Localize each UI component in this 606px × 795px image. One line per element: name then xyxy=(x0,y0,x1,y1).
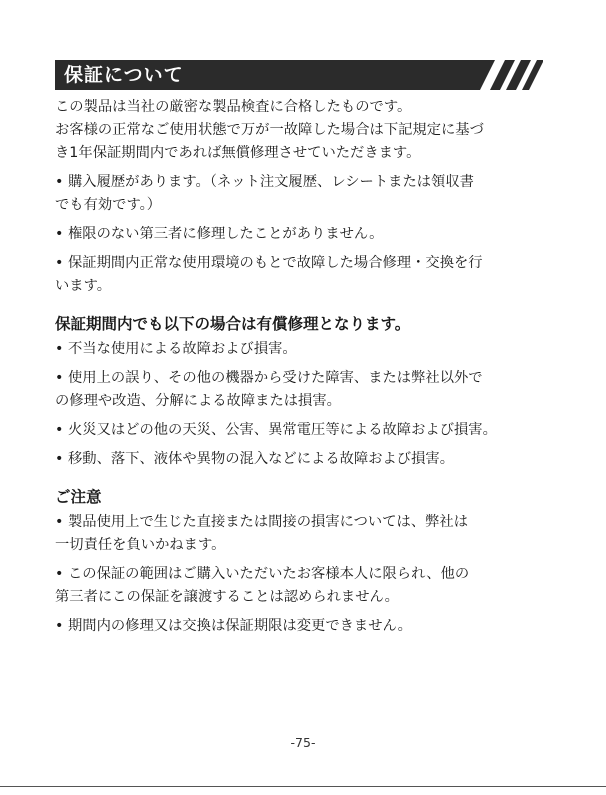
list-item xyxy=(55,338,555,361)
warranty-content xyxy=(55,96,555,644)
paid-repair-list xyxy=(55,338,555,471)
list-item-line: の修理や改造、分解による故障または損害。 xyxy=(55,393,341,409)
list-item-line: • 火災又はどの他の天災、公害、異常電圧等による故障および損害。 xyxy=(55,422,497,438)
list-item-line: • 製品使用上で生じた直接または間接の損害については、弊社は xyxy=(55,514,469,530)
list-item-line: • 権限のない第三者に修理したことがありません。 xyxy=(55,226,384,242)
list-item-line: 一切責任を負いかねます。 xyxy=(55,537,226,553)
list-item-line: 第三者にこの保証を譲渡することは認められません。 xyxy=(55,589,399,605)
list-item xyxy=(55,252,555,298)
intro-line: お客様の正常なご使用状態で万が一故障した場合は下記規定に基づ xyxy=(55,122,484,138)
list-item xyxy=(55,419,555,442)
intro-paragraph xyxy=(55,96,555,165)
list-item xyxy=(55,171,555,217)
list-item-line: います。 xyxy=(55,278,112,294)
list-item-line: • 購入履歴があります。（ネット注文履歴、レシートまたは領収書 xyxy=(55,174,474,190)
list-item-line: • 不当な使用による故障および損害。 xyxy=(55,341,297,357)
notes-heading: ご注意 xyxy=(55,488,102,506)
page-title: 保証について xyxy=(64,64,184,86)
list-item xyxy=(55,563,555,609)
section-header-bar xyxy=(55,60,543,90)
list-item xyxy=(55,615,555,638)
list-item-line: • 使用上の誤り、その他の機器から受けた障害、または弊社以外で xyxy=(55,370,483,386)
warranty-conditions-list xyxy=(55,171,555,298)
list-item xyxy=(55,367,555,413)
intro-line: き1年保証期間内であれば無償修理させていただきます。 xyxy=(55,145,421,161)
list-item-line: • この保証の範囲はご購入いただいたお客様本人に限られ、他の xyxy=(55,566,470,582)
list-item xyxy=(55,511,555,557)
list-item-line: • 保証期間内正常な使用環境のもとで故障した場合修理・交換を行 xyxy=(55,255,483,271)
paid-repair-heading: 保証期間内でも以下の場合は有償修理となります。 xyxy=(55,315,411,333)
list-item-line: • 移動、落下、液体や異物の混入などによる故障および損害。 xyxy=(55,451,454,467)
intro-line: この製品は当社の厳密な製品検査に合格したものです。 xyxy=(55,99,412,115)
bottom-divider xyxy=(0,786,606,787)
page-number: -75- xyxy=(290,735,316,750)
list-item xyxy=(55,448,555,471)
notes-list xyxy=(55,511,555,638)
list-item-line: • 期間内の修理又は交換は保証期限は変更できません。 xyxy=(55,618,412,634)
list-item-line: でも有効です。） xyxy=(55,197,162,213)
list-item xyxy=(55,223,555,246)
